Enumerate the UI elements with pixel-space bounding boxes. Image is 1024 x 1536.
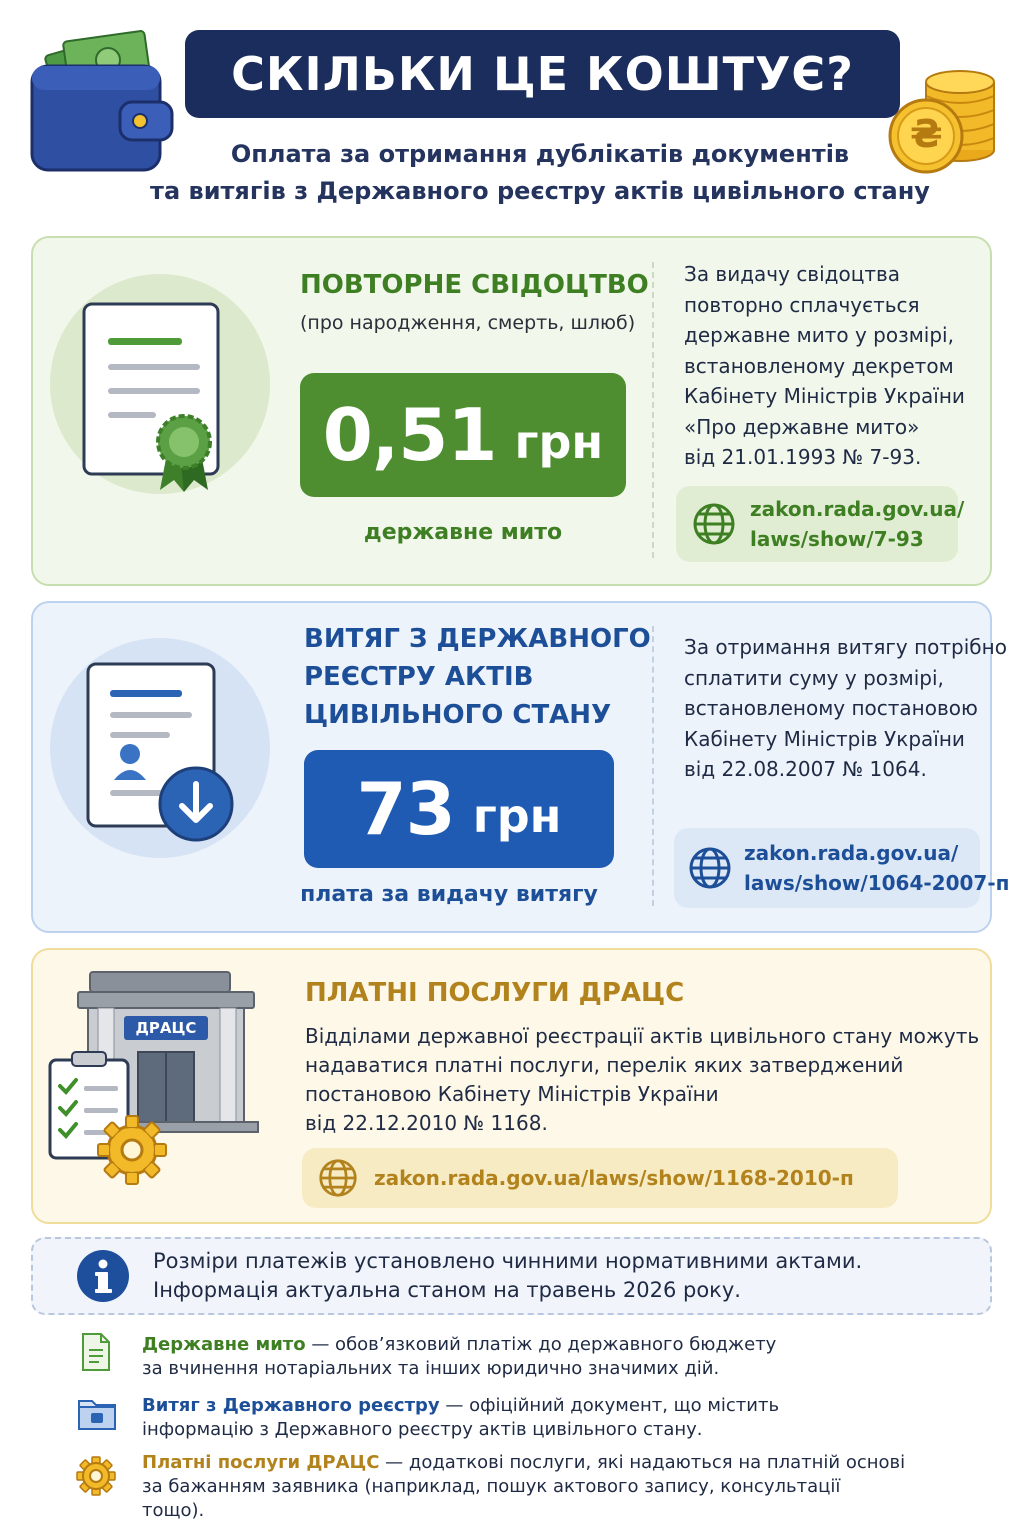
glossary-text: за бажанням заявника (наприклад, пошук актового запису, консультації (142, 1476, 841, 1497)
services-law-link[interactable] (302, 1148, 898, 1208)
divider (652, 626, 654, 906)
glossary-term: Платні послуги ДРАЦС (142, 1452, 380, 1473)
info-line: Інформація актуальна станом на травень 2026 року. (153, 1278, 741, 1302)
extract-title (304, 620, 651, 734)
subtitle-line: та витягів з Державного реєстру актів цивільного стану (150, 177, 930, 205)
desc-line: Відділами державної реєстрації актів цивільного стану можуть (305, 1024, 980, 1048)
title-banner (185, 30, 900, 118)
certificate-price-value: 0,51 (322, 393, 497, 477)
certificate-law-link[interactable] (676, 486, 965, 562)
certificate-subtitle: (про народження, смерть, шлюб) (300, 312, 636, 334)
desc-line: від 21.01.1993 № 7-93. (684, 445, 922, 469)
globe-icon (318, 1158, 358, 1198)
glossary-text: інформацію з Державного реєстру актів цивільного стану. (142, 1419, 703, 1440)
subtitle (150, 136, 930, 210)
extract-title-line: РЕЄСТРУ АКТІВ (304, 662, 534, 692)
desc-line: надаватися платні послуги, перелік яких затверджений (305, 1053, 904, 1077)
glossary-term: Державне мито (142, 1334, 306, 1355)
extract-price-value: 73 (356, 767, 455, 851)
extract-title-line: ЦИВІЛЬНОГО СТАНУ (304, 700, 612, 730)
certificate-price-currency: грн (514, 415, 604, 469)
hryvnia-symbol: ₴ (910, 112, 943, 156)
building-icon (44, 966, 262, 1190)
globe-icon (688, 846, 732, 890)
desc-line: За видачу свідоцтва (684, 262, 901, 286)
desc-line: Кабінету Міністрів України (684, 384, 965, 408)
desc-line: «Про державне мито» (684, 414, 920, 439)
extract-title-line: ВИТЯГ З ДЕРЖАВНОГО (304, 624, 651, 654)
page-title: СКІЛЬКИ ЦЕ КОШТУЄ? (231, 47, 854, 101)
desc-line: від 22.08.2007 № 1064. (684, 757, 927, 781)
glossary-text: — офіційний документ, що містить (439, 1395, 780, 1416)
certificate-price-caption: державне мито (363, 520, 563, 545)
info-text (153, 1247, 862, 1305)
extract-law-link[interactable] (674, 828, 1010, 908)
extract-price-box (304, 750, 614, 868)
certificate-title: ПОВТОРНЕ СВІДОЦТВО (300, 270, 649, 300)
link-text: zakon.rada.gov.ua/ (744, 841, 959, 865)
desc-line: встановленому постановою (684, 696, 978, 720)
desc-line: За отримання витягу потрібно (684, 635, 1007, 659)
globe-icon (692, 502, 736, 546)
services-title: ПЛАТНІ ПОСЛУГИ ДРАЦС (305, 978, 685, 1008)
glossary-text: — обов’язковий платіж до державного бюджету (305, 1334, 777, 1355)
glossary-text: — додаткові послуги, які надаються на платній основі (379, 1452, 906, 1473)
glossary-text: тощо). (142, 1500, 205, 1521)
info-icon (76, 1249, 130, 1303)
certificate-description (684, 259, 965, 473)
desc-line: сплатити суму у розмірі, (684, 665, 944, 690)
divider (652, 262, 654, 558)
desc-line: Кабінету Міністрів України (684, 726, 965, 751)
certificate-price-box (300, 373, 626, 497)
document-icon (80, 1332, 112, 1372)
extract-price-caption: плата за видачу витягу (300, 882, 598, 907)
desc-line: встановленому декретом (684, 353, 954, 378)
desc-line: державне мито у розмірі, (684, 323, 954, 347)
link-text: laws/show/1064-2007-п (744, 871, 1010, 895)
certificate-icon (44, 268, 276, 500)
desc-line: повторно сплачується (684, 292, 920, 317)
extract-price-currency: грн (472, 789, 562, 843)
glossary-item (142, 1333, 776, 1381)
document-download-icon (44, 632, 276, 864)
link-text: laws/show/7-93 (750, 527, 924, 551)
desc-line: від 22.12.2010 № 1168. (305, 1111, 548, 1135)
subtitle-line: Оплата за отримання дублікатів документів (230, 140, 850, 168)
link-text: zakon.rada.gov.ua/laws/show/1168-2010-п (374, 1166, 854, 1190)
extract-description (684, 632, 1007, 785)
glossary-term: Витяг з Державного реєстру (142, 1395, 440, 1416)
glossary-item (142, 1451, 905, 1523)
glossary-text: за вчинення нотаріальних та інших юридично значимих дій. (142, 1358, 720, 1379)
gear-icon (76, 1456, 116, 1496)
folder-icon (77, 1393, 117, 1433)
desc-line: постановою Кабінету Міністрів України (305, 1082, 719, 1106)
link-text: zakon.rada.gov.ua/ (750, 497, 965, 521)
info-line: Розміри платежів установлено чинними нормативними актами. (153, 1249, 863, 1273)
glossary-item (142, 1394, 779, 1442)
building-sign: ДРАЦС (135, 1019, 197, 1037)
services-description (305, 1022, 979, 1138)
